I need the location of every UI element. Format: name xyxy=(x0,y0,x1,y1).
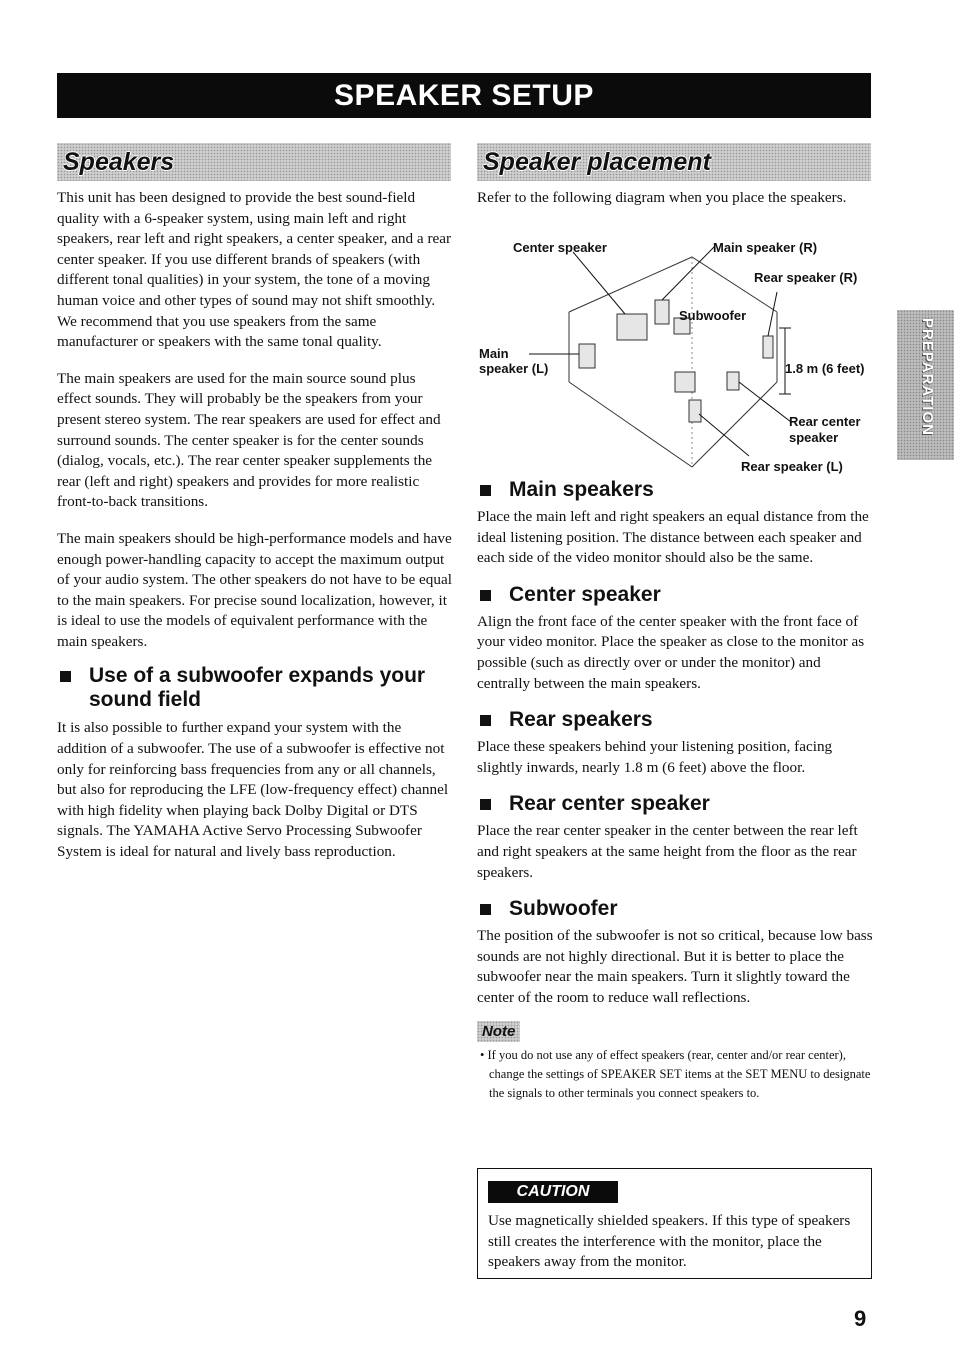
rear-speakers-text: Place these speakers behind your listening position, facing slightly inwards, nearly 1.8 m (6 feet) above the floor. xyxy=(477,738,833,776)
label-main-speaker-r: Main speaker (R) xyxy=(713,240,818,255)
label-rear-center-2: speaker xyxy=(789,430,839,445)
rear-speaker-l-shape xyxy=(689,400,701,422)
bullet-square-icon xyxy=(480,590,491,601)
placement-intro xyxy=(477,188,873,209)
side-tab-label: PREPARATION xyxy=(919,318,936,436)
bullet-square-icon xyxy=(60,671,71,682)
bullet-square-icon xyxy=(480,799,491,810)
subwoofer-heading: Subwoofer xyxy=(477,897,873,921)
page-number: 9 xyxy=(854,1306,867,1331)
paragraph: This unit has been designed to provide the best sound-field quality with a 6-speaker system, using main left and right speakers, rear left and right speakers, a center speaker, and a rear center speaker. If you use different brands of speakers (with different tonal qualities) in your system, the tone of a moving human voice and other types of sound may not shift smoothly. We recommend that you use speakers from the same manufacturer or speakers with the same tonal quality. xyxy=(57,189,452,351)
caution-label: CAUTION xyxy=(488,1181,618,1203)
speaker-placement-heading: Speaker placement xyxy=(477,143,871,181)
side-tab xyxy=(897,310,954,460)
intro-text: Refer to the following diagram when you place the speakers. xyxy=(477,189,847,206)
subwoofer-section-heading: Use of a subwoofer expands your sound field xyxy=(57,664,453,712)
bullet-square-icon xyxy=(480,485,491,496)
main-speakers-text: Place the main left and right speakers an equal distance from the ideal listening position. The distance between each speaker and each side of the video monitor should also be the same. xyxy=(477,508,869,567)
paragraph: The main speakers are used for the main source sound plus effect sounds. They will probably be the speakers from your present stereo system. The rear speakers are used for effect and surround sounds. The center speaker is for the center sounds (dialog, vocals, etc.). The rear center speaker supplements the rear (left and right) speakers and provides for more realistic front-to-back transitions. xyxy=(57,369,441,511)
label-center-speaker: Center speaker xyxy=(513,240,607,255)
subwoofer-text: The position of the subwoofer is not so critical, because low bass sounds are not highly directional. But it is better to place the subwoofer near the main speakers. Turn it slightly toward the center of the room to reduce wall reflections. xyxy=(477,927,873,1006)
bullet-square-icon xyxy=(480,904,491,915)
label-rear-speaker-l: Rear speaker (L) xyxy=(741,459,843,474)
label-main-speaker-l-1: Main xyxy=(479,346,509,361)
speaker-placement-diagram xyxy=(477,232,872,480)
main-speakers-heading: Main speakers xyxy=(477,478,873,502)
center-speaker-text: Align the front face of the center speaker with the front face of your video monitor. Place the speaker as close to the monitor as possible (such as directly over or under the monitor) and centrally between the main speakers. xyxy=(477,612,865,692)
label-height: 1.8 m (6 feet) xyxy=(785,361,865,376)
note-text: • If you do not use any of effect speakers (rear, center and/or rear center), change the settings of SPEAKER SET items at the SET MENU to designate the signals to other terminals you connect speakers to. xyxy=(480,1047,871,1100)
label-subwoofer: Subwoofer xyxy=(679,308,747,323)
note-label: Note xyxy=(477,1021,520,1042)
center-speaker-shape xyxy=(617,314,647,340)
label-main-speaker-l-2: speaker (L) xyxy=(479,361,549,376)
label-rear-center-1: Rear center xyxy=(789,414,861,429)
subwoofer-section-text: It is also possible to further expand your system with the addition of a subwoofer. The use of a subwoofer is effective not only for reinforcing bass frequencies from any or all channels, but also for reproducing the LFE (low-frequency effect) channel with high fidelity when playing back Dolby Digital or DTS signals. The YAMAHA Active Servo Processing Subwoofer System is ideal for natural and lively bass reproduction. xyxy=(57,719,449,861)
rear-speaker-r-shape xyxy=(763,336,773,358)
paragraph: The main speakers should be high-performance models and have enough power-handling capacity to accept the maximum output of your audio system. The other speakers do not have to be equal to the main speakers. For precise sound localization, however, it is ideal to use the models of equivalent performance with the main speakers. xyxy=(57,529,452,650)
rear-speakers-heading: Rear speakers xyxy=(477,708,873,732)
rear-center-speaker-shape xyxy=(727,372,739,390)
main-speaker-l-shape xyxy=(579,344,595,368)
leader-lines xyxy=(529,246,791,456)
listener-shape xyxy=(675,372,695,392)
caution-box xyxy=(477,1168,872,1279)
left-column xyxy=(57,188,453,863)
page-title: SPEAKER SETUP xyxy=(57,73,871,118)
label-rear-speaker-r: Rear speaker (R) xyxy=(754,270,858,285)
rear-center-speaker-text: Place the rear center speaker in the center between the rear left and right speakers at the same height from the floor as the rear speakers. xyxy=(477,822,858,881)
main-speaker-r-shape xyxy=(655,300,669,324)
speakers-heading: Speakers xyxy=(57,143,451,181)
rear-center-speaker-heading: Rear center speaker xyxy=(477,792,873,816)
placement-sections xyxy=(477,478,873,1103)
center-speaker-heading: Center speaker xyxy=(477,583,873,607)
caution-text: Use magnetically shielded speakers. If this type of speakers still creates the interference with the monitor, place the speakers away from the monitor. xyxy=(488,1212,851,1271)
bullet-square-icon xyxy=(480,715,491,726)
